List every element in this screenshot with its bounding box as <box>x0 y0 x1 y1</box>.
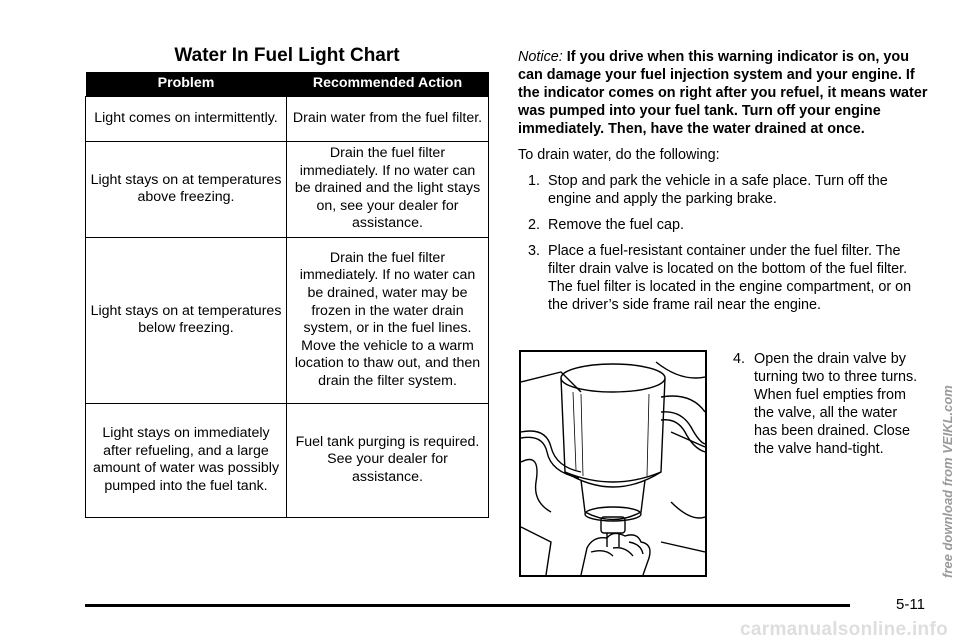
steps-list <box>518 172 930 314</box>
problem-cell: Light comes on intermittently. <box>86 96 287 141</box>
fuel-filter-drawing <box>521 352 705 575</box>
list-item <box>518 216 930 234</box>
drain-instructions <box>518 48 930 322</box>
intro-text: To drain water, do the following: <box>518 147 720 163</box>
bottom-band <box>0 619 960 640</box>
step-text: Open the drain valve by turning two to three turns. When fuel empties from the valve, all the water has been drained. Close the valve hand-tight. <box>754 351 918 457</box>
chart-title: Water In Fuel Light Chart <box>174 45 400 66</box>
notice-paragraph <box>518 48 930 138</box>
problem-cell: Light stays on immediately after refueling, and a large amount of water was possibly pumped into the fuel tank. <box>86 403 287 517</box>
step-number: 2. <box>528 217 541 233</box>
table-row <box>86 403 489 517</box>
action-cell: Drain the fuel filter immediately. If no water can be drained and the light stays on, see your dealer for assistance. <box>287 141 489 237</box>
watermark-text: free download from VEIKL.com <box>940 385 955 578</box>
step-number: 4. <box>733 351 746 367</box>
problem-cell: Light stays on at temperatures below freezing. <box>86 237 287 403</box>
table-row <box>86 141 489 237</box>
step-number: 3. <box>528 243 541 259</box>
veikl-watermark <box>937 340 957 580</box>
action-cell: Fuel tank purging is required. See your dealer for assistance. <box>287 403 489 517</box>
step-text: Place a fuel-resistant container under the fuel filter. The filter drain valve is located on the bottom of the fuel filter. The fuel filter is located in the engine compartment, or on the driver’s side frame rail near the engine. <box>548 243 912 313</box>
site-watermark: carmanualsonline.info <box>740 619 948 640</box>
header-recommended-action: Recommended Action <box>287 72 489 96</box>
table-row <box>86 96 489 141</box>
notice-text: If you drive when this warning indicator is on, you can damage your fuel injection system and your engine. If the indicator comes on right after you refuel, it means water was pumped into your fuel tank. Turn off your engine immediately. Then, have the water drained at once. <box>518 49 928 137</box>
water-in-fuel-chart <box>85 44 489 518</box>
step-text: Remove the fuel cap. <box>548 217 684 233</box>
page-number: 5-11 <box>896 596 925 613</box>
chart-table <box>85 72 489 518</box>
step-number: 1. <box>528 173 541 189</box>
notice-label: Notice: <box>518 49 563 65</box>
table-header-row <box>86 72 489 96</box>
table-row <box>86 237 489 403</box>
footer-rule <box>85 604 850 607</box>
problem-cell: Light stays on at temperatures above freezing. <box>86 141 287 237</box>
list-item <box>518 172 930 208</box>
step-text: Stop and park the vehicle in a safe place. Turn off the engine and apply the parking brake. <box>548 173 888 207</box>
action-cell: Drain the fuel filter immediately. If no water can be drained, water may be frozen in the water drain system, or in the fuel lines. Move the vehicle to a warm location to thaw out, and then drain the filter system. <box>287 237 489 403</box>
list-item <box>518 242 930 314</box>
fuel-filter-illustration <box>519 350 707 577</box>
header-problem: Problem <box>86 72 287 96</box>
step-4 <box>733 350 933 458</box>
action-cell: Drain water from the fuel filter. <box>287 96 489 141</box>
